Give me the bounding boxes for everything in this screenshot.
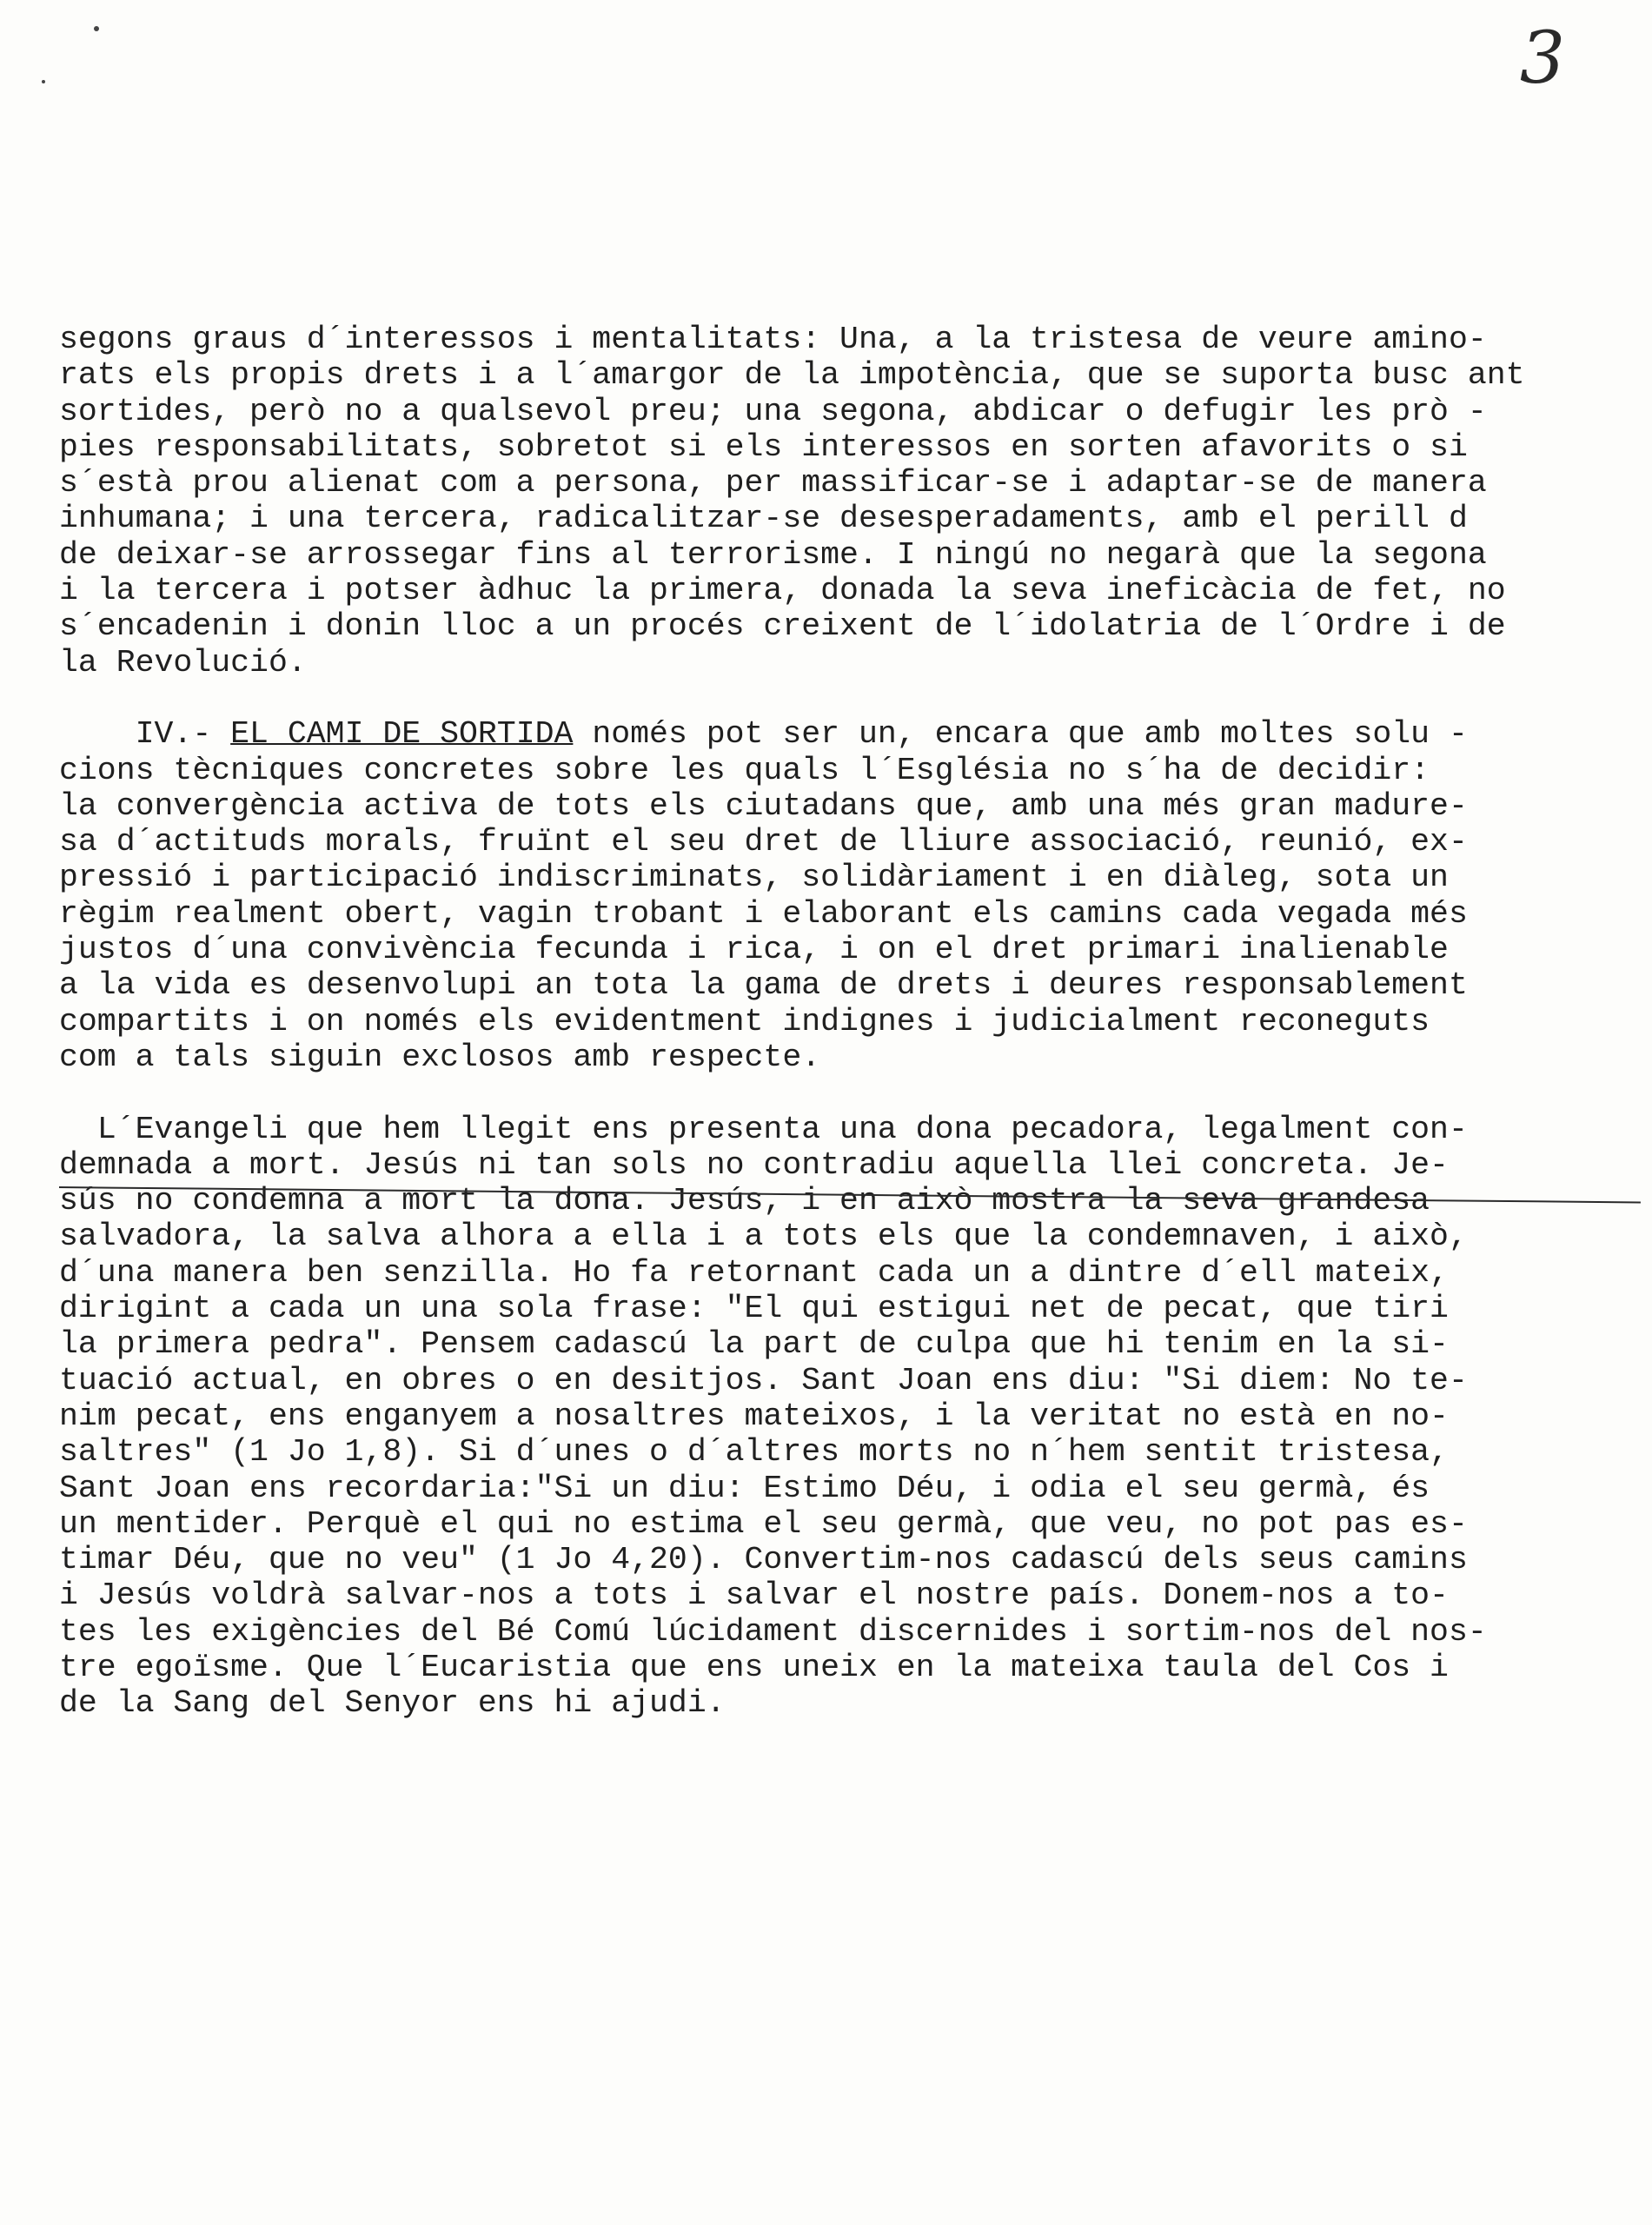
paragraph-1: [59, 322, 1589, 681]
text-line: règim realment obert, vagin trobant i elaborant els camins cada vegada més: [59, 895, 1468, 932]
text-line: pies responsabilitats, sobretot si els interessos en sorten afavorits o si: [59, 428, 1468, 465]
text-line: la convergència activa de tots els ciutadans que, amb una més gran madure-: [59, 787, 1468, 824]
text-line: un mentider. Perquè el qui no estima el seu germà, que veu, no pot pas es-: [59, 1505, 1468, 1542]
typed-text-body: [59, 322, 1589, 1722]
text-line: a la vida es desenvolupi an tota la gama de drets i deures responsablement: [59, 967, 1468, 1004]
text-line: sortides, però no a qualsevol preu; una segona, abdicar o defugir les prò -: [59, 393, 1487, 429]
text-line: timar Déu, que no veu" (1 Jo 4,20). Convertim-nos cadascú dels seus camins: [59, 1542, 1468, 1578]
text-line: rats els propis drets i a l´amargor de la impotència, que se suporta busc ant: [59, 357, 1525, 394]
page-number: 3: [1519, 17, 1565, 100]
text-line: segons graus d´interessos i mentalitats: Una, a la tristesa de veure amino-: [59, 322, 1487, 357]
text-line: inhumana; i una tercera, radicalitzar-se desesperadaments, amb el perill d: [59, 501, 1468, 537]
text-line: tes les exigències del Bé Comú lúcidament discernides i sortim-nos del nos-: [59, 1613, 1487, 1650]
heading-line-rest: només pot ser un, encara que amb moltes solu -: [573, 716, 1468, 753]
text-line: de la Sang del Senyor ens hi ajudi.: [59, 1685, 726, 1722]
text-line: compartits i on només els evidentment indignes i judicialment reconeguts: [59, 1003, 1430, 1039]
paragraph-2: [59, 716, 1589, 1075]
text-line: d´una manera ben senzilla. Ho fa retornant cada un a dintre d´ell mateix,: [59, 1254, 1449, 1291]
text-line: s´està prou alienat com a persona, per massificar-se i adaptar-se de manera: [59, 465, 1487, 501]
text-line: la primera pedra". Pensem cadascú la part de culpa que hi tenim en la si-: [59, 1326, 1449, 1363]
text-line: Sant Joan ens recordaria:"Si un diu: Estimo Déu, i odia el seu germà, és: [59, 1470, 1430, 1506]
paragraph-3: [59, 1112, 1589, 1722]
text-line: sa d´actituds morals, fruïnt el seu dret de lliure associació, reunió, ex-: [59, 824, 1468, 860]
text-line: dirigint a cada un una sola frase: "El qui estigui net de pecat, que tiri: [59, 1291, 1449, 1327]
text-line: [59, 1112, 1589, 1147]
text-line: justos d´una convivència fecunda i rica, i on el dret primari inalienable: [59, 932, 1449, 968]
text-line: com a tals siguin exclosos amb respecte.: [59, 1039, 821, 1075]
ink-speck: [42, 80, 45, 83]
text-line: i la tercera i potser àdhuc la primera, donada la seva ineficàcia de fet, no: [59, 573, 1506, 609]
text-line: de deixar-se arrossegar fins al terrorisme. I ningú no negarà que la segona: [59, 536, 1487, 573]
text-line-content: L´Evangeli que hem llegit ens presenta una dona pecadora, legalment con-: [96, 1111, 1468, 1147]
text-line: la Revolució.: [59, 644, 307, 681]
text-line: s´encadenin i donin lloc a un procés creixent de l´idolatria de l´Ordre i de: [59, 608, 1506, 645]
text-line: tuació actual, en obres o en desitjos. Sant Joan ens diu: "Si diem: No te-: [59, 1362, 1468, 1398]
text-line-heading: [59, 716, 1589, 752]
section-heading: EL CAMI DE SORTIDA: [230, 716, 574, 753]
section-number: IV.-: [135, 716, 231, 753]
text-line: salvadora, la salva alhora a ella i a tots els que la condemnaven, i això,: [59, 1219, 1468, 1255]
text-line: i Jesús voldrà salvar-nos a tots i salvar el nostre país. Donem-nos a to-: [59, 1577, 1449, 1614]
text-line: nim pecat, ens enganyem a nosaltres mateixos, i la veritat no està en no-: [59, 1398, 1449, 1434]
text-line: sús no condemna a mort la dona. Jesús, i en això mostra la seva grandesa: [59, 1183, 1430, 1219]
text-line: pressió i participació indiscriminats, solidàriament i en diàleg, sota un: [59, 860, 1449, 896]
text-line: demnada a mort. Jesús ni tan sols no contradiu aquella llei concreta. Je-: [59, 1146, 1449, 1183]
text-line: cions tècniques concretes sobre les quals l´Església no s´ha de decidir:: [59, 752, 1430, 788]
ink-speck: [94, 26, 99, 31]
text-line: saltres" (1 Jo 1,8). Si d´unes o d´altres morts no n´hem sentit tristesa,: [59, 1434, 1449, 1471]
text-line: tre egoïsme. Que l´Eucaristia que ens uneix en la mateixa taula del Cos i: [59, 1649, 1449, 1685]
